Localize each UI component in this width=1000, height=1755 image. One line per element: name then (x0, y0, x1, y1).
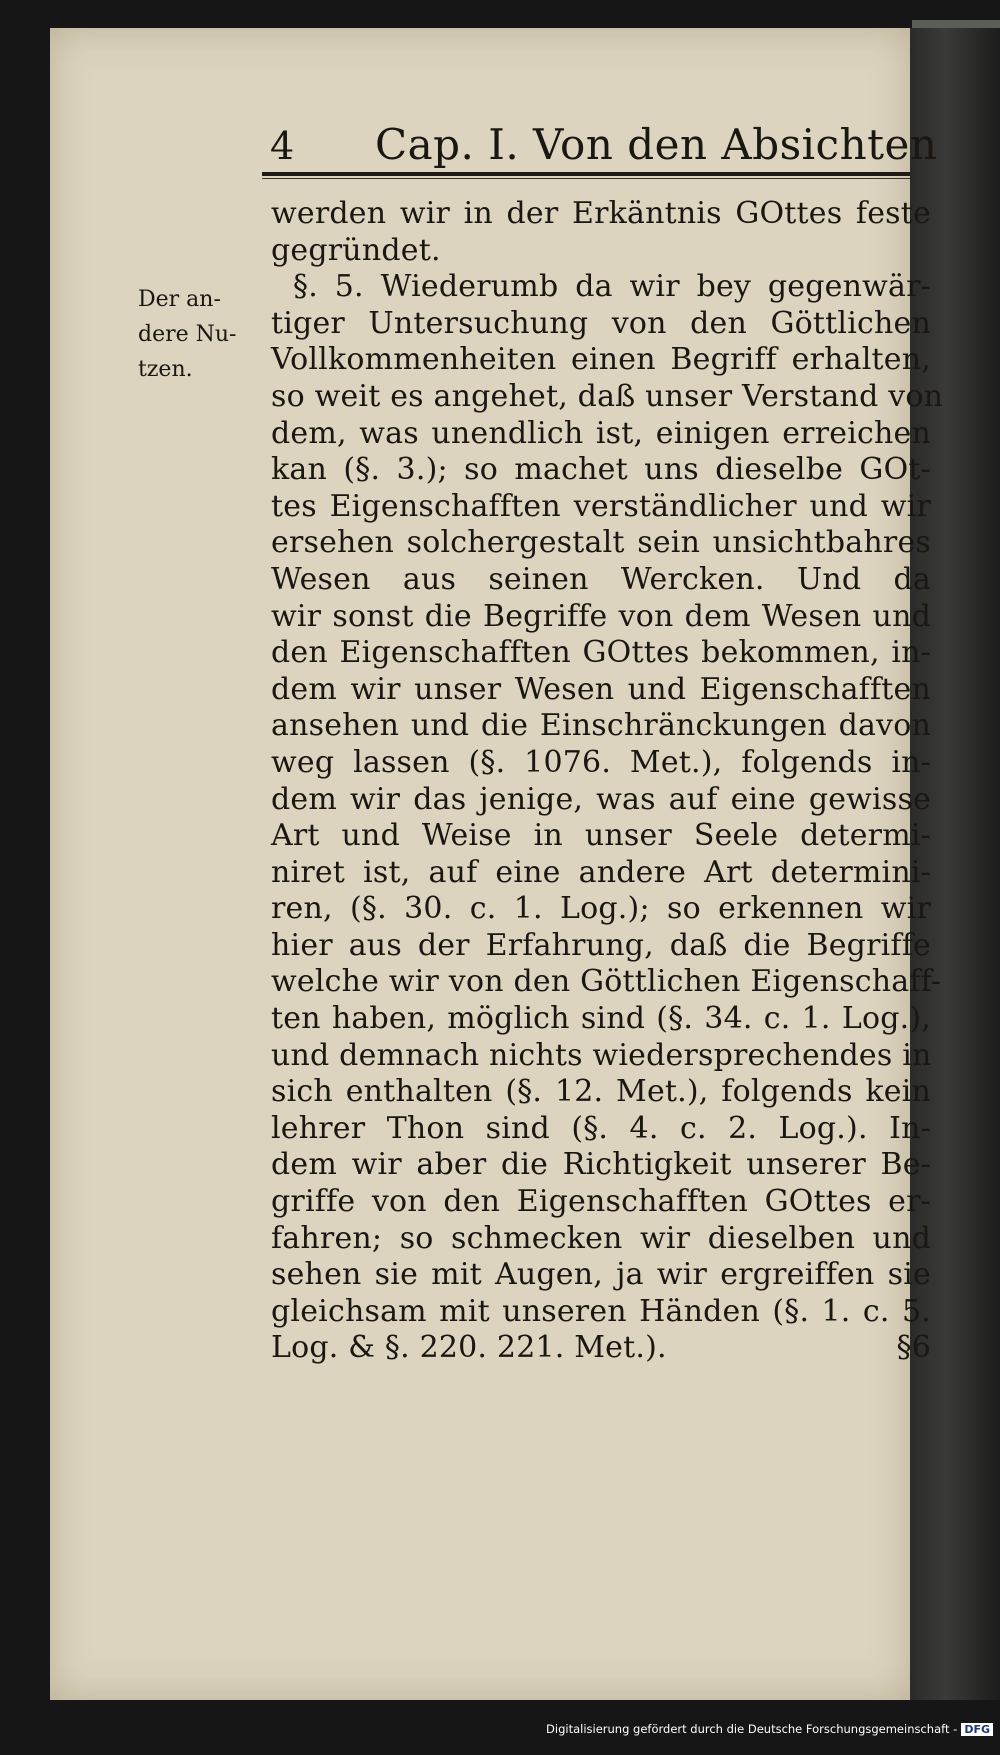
text-line: weg lassen (§. 1076. Met.), folgends in- (271, 744, 931, 780)
marginal-note-line: tzen. (138, 357, 193, 382)
text-line: gegründet. (271, 232, 441, 268)
text-line: sehen sie mit Augen, ja wir ergreiffen sie (271, 1257, 931, 1293)
digitization-footer (0, 1722, 993, 1736)
text-line: dem, was unendlich ist, einigen erreichen (271, 415, 931, 451)
running-title: Cap. I. Von den Absichten (375, 120, 938, 169)
text-line: und demnach nichts wiedersprechendes in (271, 1037, 932, 1073)
text-line: hier aus der Erfahrung, daß die Begriffe (271, 927, 931, 963)
text-line: §. 5. Wiederumb da wir bey gegenwär- (293, 269, 931, 305)
text-line: wir sonst die Begriffe von dem Wesen und (271, 598, 931, 634)
text-line: kan (§. 3.); so machet uns dieselbe GOt- (271, 452, 931, 488)
page-header (270, 120, 938, 172)
marginal-note-line: Der an- (138, 287, 221, 312)
text-line: ansehen und die Einschränckungen davon (271, 708, 931, 744)
text-line: dem wir das jenige, was auf eine gewisse (271, 781, 931, 817)
text-line: Wesen aus seinen Wercken. Und da (271, 561, 931, 597)
text-line: ersehen solchergestalt sein unsichtbahres (271, 525, 931, 561)
text-line: so weit es angehet, daß unser Verstand von (271, 378, 944, 414)
text-line: werden wir in der Erkäntnis GOttes feste (271, 196, 931, 231)
text-line: Art und Weise in unser Seele determi- (271, 818, 931, 854)
text-line: griffe von den Eigenschafften GOttes er- (271, 1184, 931, 1220)
dfg-logo: DFG (961, 1723, 993, 1736)
last-line-text: Log. & §. 220. 221. Met.). (271, 1330, 667, 1366)
marginal-note-line: dere Nu- (138, 322, 237, 347)
page-number: 4 (270, 124, 295, 168)
text-line: sich enthalten (§. 12. Met.), folgends kein (271, 1074, 931, 1110)
text-line: niret ist, auf eine andere Art determini- (271, 854, 931, 890)
header-rule-thin (262, 178, 910, 179)
text-line: ren, (§. 30. c. 1. Log.); so erkennen wir (271, 891, 931, 927)
header-rule (262, 172, 910, 176)
marginal-note (138, 282, 250, 387)
text-line: welche wir von den Göttlichen Eigenschaff- (271, 964, 942, 1000)
catchword: §6 (896, 1330, 931, 1366)
text-line-last (271, 1330, 931, 1367)
text-line: fahren; so schmecken wir dieselben und (271, 1220, 931, 1256)
text-line: tes Eigenschafften verständlicher und wir (271, 488, 931, 524)
text-line: ten haben, möglich sind (§. 34. c. 1. Log.), (271, 1001, 931, 1037)
text-line: dem wir unser Wesen und Eigenschafften (271, 671, 931, 707)
footer-credit: Digitalisierung gefördert durch die Deutsche Forschungsgemeinschaft - (546, 1722, 958, 1736)
text-line: tiger Untersuchung von den Göttlichen (271, 305, 931, 341)
text-line: lehrer Thon sind (§. 4. c. 2. Log.). In- (271, 1110, 931, 1146)
text-line: Vollkommenheiten einen Begriff erhalten, (271, 342, 931, 378)
text-line: dem wir aber die Richtigkeit unserer Be- (271, 1147, 931, 1183)
text-line: den Eigenschafften GOttes bekommen, in- (271, 635, 931, 671)
body-text (271, 196, 944, 1367)
text-line: gleichsam mit unseren Händen (§. 1. c. 5. (271, 1293, 931, 1329)
